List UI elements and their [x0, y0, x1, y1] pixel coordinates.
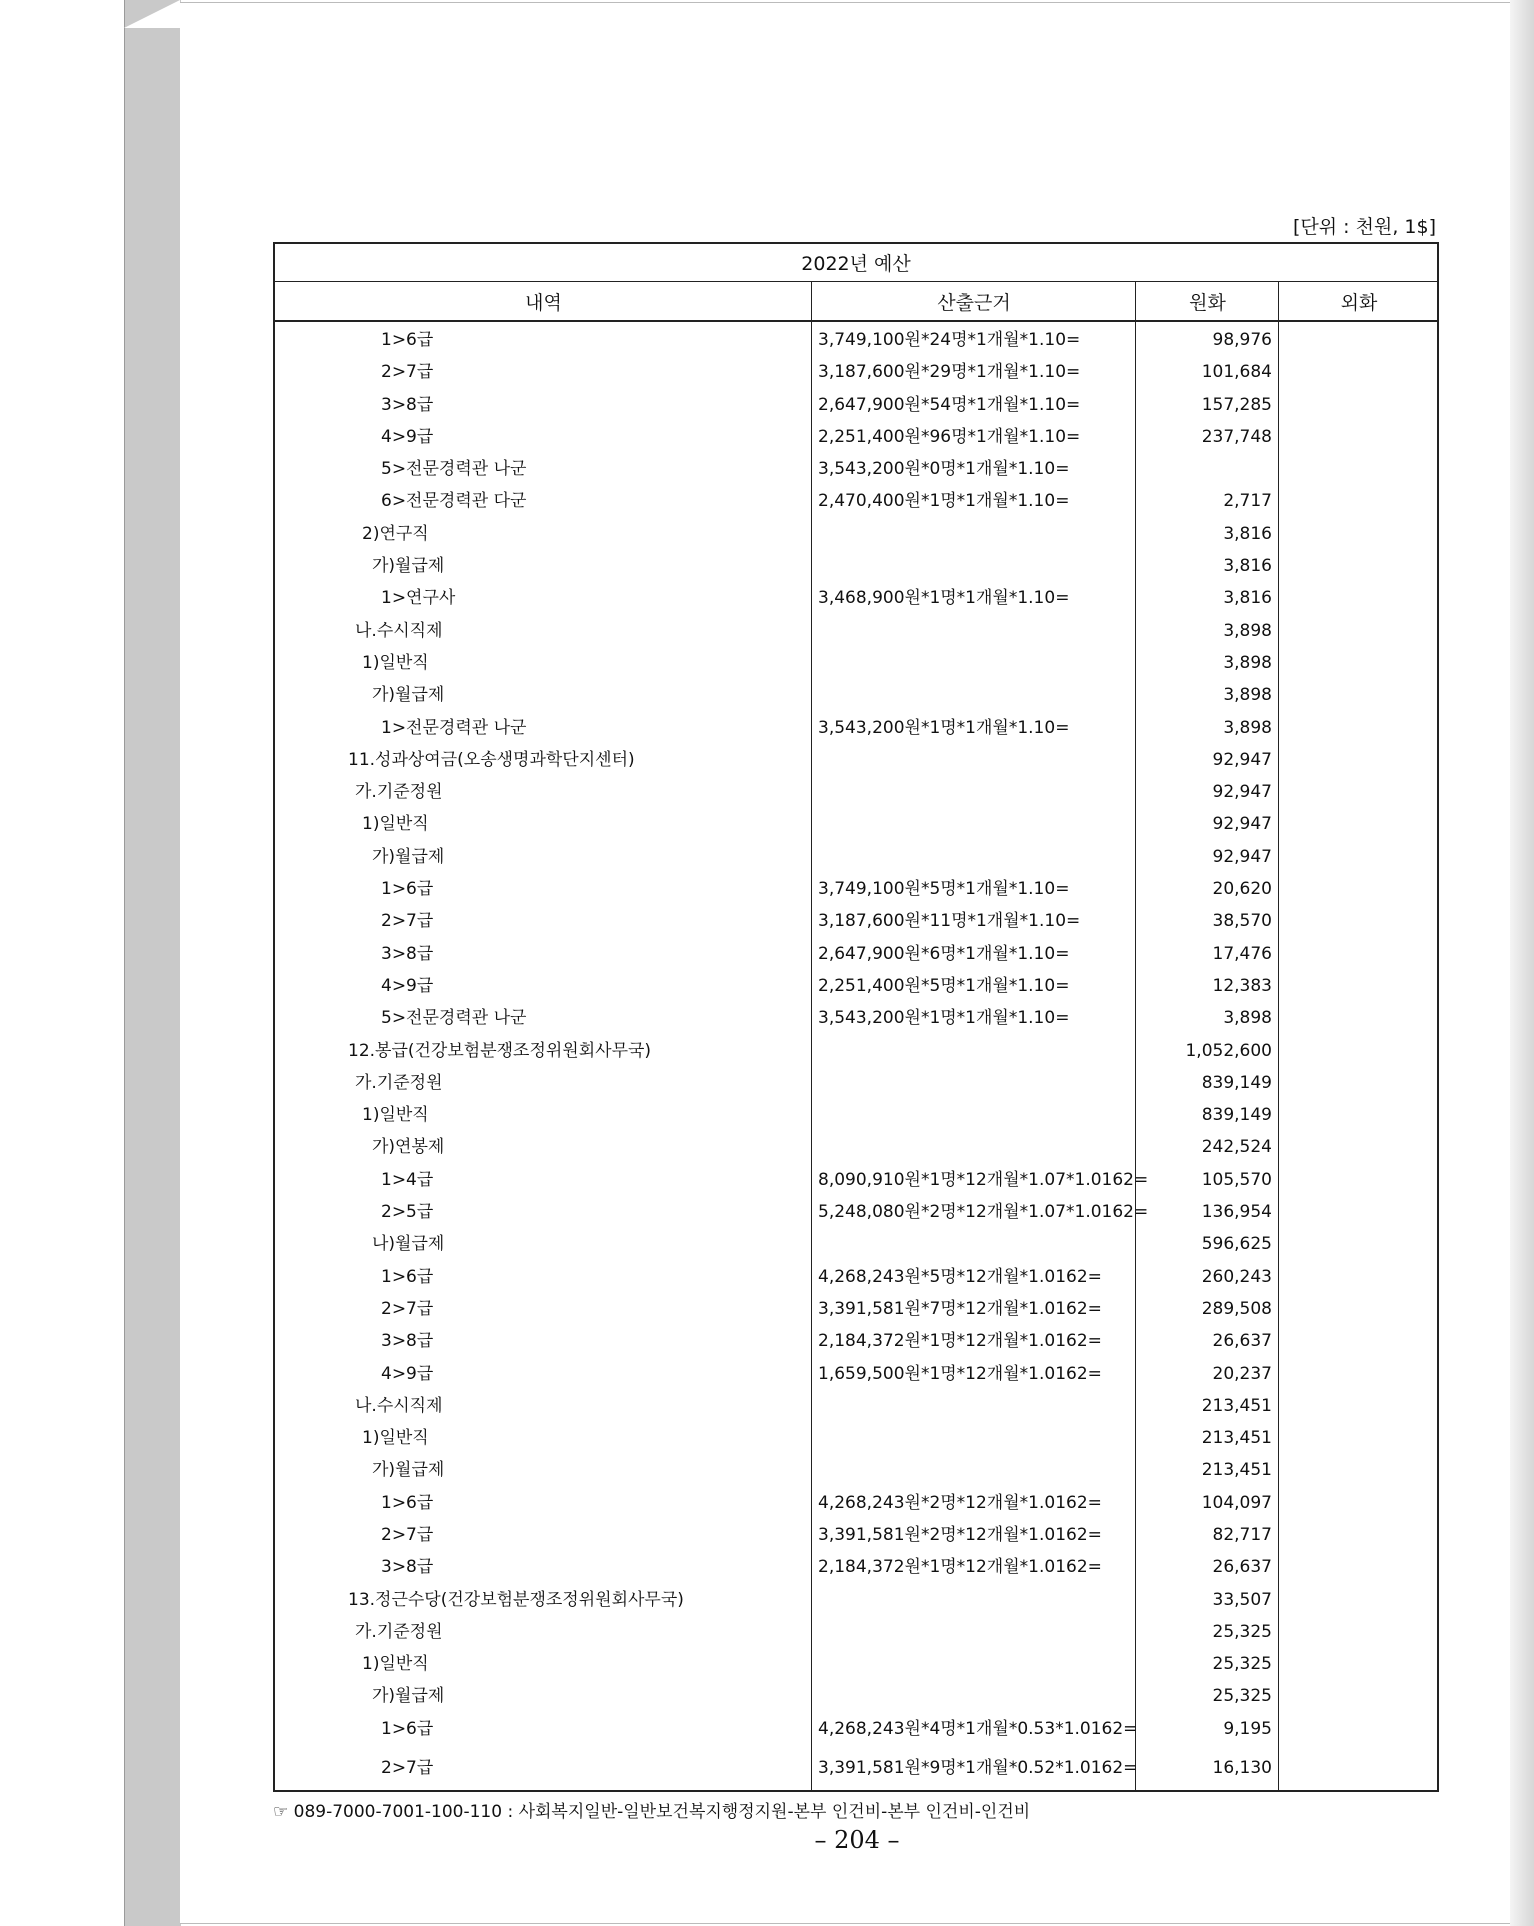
row-item: 가)월급제 — [372, 846, 445, 867]
column-header-foreign: 외화 — [1340, 291, 1378, 314]
row-basis: 3,543,200원*1명*1개월*1.10= — [818, 717, 1070, 738]
row-basis: 2,251,400원*5명*1개월*1.10= — [818, 975, 1070, 996]
account-code-footnote: ☞ 089-7000-7001-100-110 : 사회복지일반-일반보건복지행정지원-본부 인건비-본부 인건비-인건비 — [273, 1802, 1031, 1822]
row-item: 1)일반직 — [362, 652, 429, 673]
table-row — [275, 356, 1437, 388]
row-item: 13.정근수당(건강보험분쟁조정위원회사무국) — [348, 1589, 684, 1610]
row-won: 213,451 — [1201, 1428, 1272, 1449]
row-won: 101,684 — [1201, 362, 1272, 383]
row-won: 596,625 — [1201, 1234, 1272, 1255]
row-won: 26,637 — [1212, 1557, 1272, 1578]
column-header-item: 내역 — [525, 291, 562, 314]
row-won: 9,195 — [1223, 1718, 1272, 1739]
row-item: 12.봉급(건강보험분쟁조정위원회사무국) — [348, 1040, 652, 1061]
row-won: 3,898 — [1223, 717, 1272, 738]
row-won: 1,052,600 — [1185, 1040, 1272, 1061]
row-basis: 3,749,100원*24명*1개월*1.10= — [818, 330, 1081, 350]
row-item: 가.기준정원 — [355, 782, 443, 803]
table-row — [275, 1519, 1437, 1551]
row-item: 가)월급제 — [372, 556, 445, 577]
row-item: 가.기준정원 — [355, 1072, 443, 1093]
table-row — [275, 970, 1437, 1002]
table-row — [275, 1131, 1437, 1163]
row-item: 가.기준정원 — [355, 1621, 443, 1642]
table-row — [275, 873, 1437, 905]
unit-note: [단위 : 천원, 1$] — [1293, 216, 1436, 238]
row-basis: 4,268,243원*2명*12개월*1.0162= — [818, 1492, 1102, 1513]
table-row — [275, 1616, 1437, 1648]
table-row — [275, 1648, 1437, 1680]
table-row — [275, 1164, 1437, 1196]
row-won: 237,748 — [1201, 426, 1272, 447]
row-item: 1>6급 — [381, 1492, 434, 1513]
row-won: 3,816 — [1223, 588, 1272, 609]
row-item: 1>연구사 — [381, 588, 456, 609]
row-basis: 2,184,372원*1명*12개월*1.0162= — [818, 1557, 1102, 1578]
table-row — [275, 324, 1437, 356]
row-item: 3>8급 — [381, 1557, 434, 1578]
row-won: 3,898 — [1223, 620, 1272, 641]
column-header-basis: 산출근거 — [937, 291, 1011, 314]
row-basis: 1,659,500원*1명*12개월*1.0162= — [818, 1363, 1102, 1384]
table-row — [275, 905, 1437, 937]
row-item: 가)월급제 — [372, 685, 445, 706]
table-row — [275, 647, 1437, 679]
column-header-row — [275, 282, 1437, 322]
row-item: 11.성과상여금(오송생명과학단지센터) — [348, 749, 635, 770]
row-won: 213,451 — [1201, 1395, 1272, 1416]
row-item: 1>4급 — [381, 1169, 434, 1190]
row-item: 가)월급제 — [372, 1460, 445, 1481]
row-item: 4>9급 — [381, 975, 434, 996]
table-row — [275, 453, 1437, 485]
row-item: 1>전문경력관 나군 — [381, 717, 527, 738]
table-row — [275, 776, 1437, 808]
row-won: 2,717 — [1223, 491, 1272, 512]
row-basis: 2,647,900원*6명*1개월*1.10= — [818, 943, 1070, 964]
table-row — [275, 1035, 1437, 1067]
row-won: 25,325 — [1212, 1654, 1272, 1675]
table-row — [275, 1584, 1437, 1616]
row-basis: 2,647,900원*54명*1개월*1.10= — [818, 394, 1081, 415]
row-item: 나.수시직제 — [355, 620, 443, 641]
table-row — [275, 1390, 1437, 1422]
row-item: 2>5급 — [381, 1202, 434, 1223]
table-body — [275, 324, 1437, 1787]
table-row — [275, 615, 1437, 647]
table-row — [275, 1551, 1437, 1583]
row-won: 104,097 — [1201, 1492, 1272, 1513]
row-won: 839,149 — [1201, 1072, 1272, 1093]
row-won: 3,816 — [1223, 523, 1272, 544]
page-number: – 204 – — [814, 1826, 900, 1854]
row-won: 98,976 — [1212, 330, 1272, 350]
row-won: 289,508 — [1201, 1298, 1272, 1319]
row-basis: 4,268,243원*4명*1개월*0.53*1.0162= — [818, 1718, 1138, 1739]
row-won: 242,524 — [1201, 1137, 1272, 1158]
table-row — [275, 712, 1437, 744]
row-item: 5>전문경력관 나군 — [381, 459, 527, 480]
table-row — [275, 1713, 1437, 1745]
table-row — [275, 421, 1437, 453]
row-won: 839,149 — [1201, 1105, 1272, 1126]
row-won: 92,947 — [1212, 782, 1272, 803]
table-row — [275, 1293, 1437, 1325]
row-item: 1)일반직 — [362, 814, 429, 835]
row-won: 3,898 — [1223, 685, 1272, 706]
row-won: 26,637 — [1212, 1331, 1272, 1352]
row-won: 25,325 — [1212, 1621, 1272, 1642]
row-basis: 2,470,400원*1명*1개월*1.10= — [818, 491, 1070, 512]
table-row — [275, 744, 1437, 776]
row-won: 12,383 — [1212, 975, 1272, 996]
row-won: 20,237 — [1212, 1363, 1272, 1384]
table-row — [275, 1680, 1437, 1712]
row-won: 20,620 — [1212, 879, 1272, 900]
row-won: 3,898 — [1223, 652, 1272, 673]
row-basis: 2,184,372원*1명*12개월*1.0162= — [818, 1331, 1102, 1352]
row-won: 260,243 — [1201, 1266, 1272, 1287]
year-header: 2022년 예산 — [275, 244, 1437, 282]
table-row — [275, 389, 1437, 421]
row-won: 92,947 — [1212, 846, 1272, 867]
row-basis: 3,391,581원*7명*12개월*1.0162= — [818, 1298, 1102, 1319]
row-item: 3>8급 — [381, 1331, 434, 1352]
row-won: 82,717 — [1212, 1524, 1272, 1545]
table-row — [275, 679, 1437, 711]
table-row — [275, 518, 1437, 550]
row-basis: 3,391,581원*9명*1개월*0.52*1.0162= — [818, 1758, 1138, 1779]
row-won: 33,507 — [1212, 1589, 1272, 1610]
row-item: 1)일반직 — [362, 1654, 429, 1675]
column-header-won: 원화 — [1189, 291, 1226, 314]
table-row — [275, 1358, 1437, 1390]
row-item: 5>전문경력관 나군 — [381, 1008, 527, 1029]
table-row — [275, 582, 1437, 614]
row-item: 6>전문경력관 다군 — [381, 491, 527, 512]
row-item: 1)일반직 — [362, 1428, 429, 1449]
row-won: 157,285 — [1201, 394, 1272, 415]
row-won: 92,947 — [1212, 814, 1272, 835]
table-row — [275, 1454, 1437, 1486]
table-row — [275, 938, 1437, 970]
row-item: 3>8급 — [381, 394, 434, 415]
row-item: 1>6급 — [381, 879, 434, 900]
table-row — [275, 485, 1437, 517]
row-basis: 3,187,600원*11명*1개월*1.10= — [818, 911, 1081, 932]
table-row — [275, 1745, 1437, 1787]
table-row — [275, 1099, 1437, 1131]
row-item: 가)연봉제 — [372, 1137, 445, 1158]
row-basis: 3,468,900원*1명*1개월*1.10= — [818, 588, 1070, 609]
row-won: 136,954 — [1201, 1202, 1272, 1223]
row-item: 2>7급 — [381, 1758, 434, 1779]
table-row — [275, 1487, 1437, 1519]
row-basis: 3,543,200원*1명*1개월*1.10= — [818, 1008, 1070, 1029]
row-won: 38,570 — [1212, 911, 1272, 932]
table-row — [275, 1196, 1437, 1228]
row-basis: 3,543,200원*0명*1개월*1.10= — [818, 459, 1070, 480]
row-basis: 3,391,581원*2명*12개월*1.0162= — [818, 1524, 1102, 1545]
row-basis: 2,251,400원*96명*1개월*1.10= — [818, 426, 1081, 447]
row-item: 2>7급 — [381, 911, 434, 932]
row-item: 1>6급 — [381, 1718, 434, 1739]
table-row — [275, 1261, 1437, 1293]
row-basis: 3,749,100원*5명*1개월*1.10= — [818, 879, 1070, 900]
table-row — [275, 1228, 1437, 1260]
row-item: 2>7급 — [381, 362, 434, 383]
row-item: 4>9급 — [381, 426, 434, 447]
page-edge-shadow — [1510, 0, 1534, 1926]
table-row — [275, 1067, 1437, 1099]
row-won: 17,476 — [1212, 943, 1272, 964]
row-item: 2>7급 — [381, 1524, 434, 1545]
row-item: 1>6급 — [381, 330, 434, 350]
row-won: 105,570 — [1201, 1169, 1272, 1190]
table-row — [275, 1325, 1437, 1357]
row-basis: 3,187,600원*29명*1개월*1.10= — [818, 362, 1081, 383]
row-item: 2)연구직 — [362, 523, 429, 544]
row-won: 3,898 — [1223, 1008, 1272, 1029]
row-won: 3,816 — [1223, 556, 1272, 577]
row-item: 2>7급 — [381, 1298, 434, 1319]
row-won: 16,130 — [1212, 1758, 1272, 1779]
row-item: 1)일반직 — [362, 1105, 429, 1126]
table-row — [275, 841, 1437, 873]
row-won: 25,325 — [1212, 1686, 1272, 1707]
row-basis: 4,268,243원*5명*12개월*1.0162= — [818, 1266, 1102, 1287]
table-row — [275, 1422, 1437, 1454]
row-won: 92,947 — [1212, 749, 1272, 770]
row-basis: 5,248,080원*2명*12개월*1.07*1.0162= — [818, 1202, 1149, 1223]
table-row — [275, 808, 1437, 840]
row-item: 1>6급 — [381, 1266, 434, 1287]
table-row — [275, 1002, 1437, 1034]
row-won: 213,451 — [1201, 1460, 1272, 1481]
table-row — [275, 550, 1437, 582]
book-spine — [124, 0, 181, 1926]
row-item: 나)월급제 — [372, 1234, 445, 1255]
row-item: 가)월급제 — [372, 1686, 445, 1707]
row-item: 3>8급 — [381, 943, 434, 964]
row-item: 4>9급 — [381, 1363, 434, 1384]
budget-table — [273, 242, 1439, 1792]
row-basis: 8,090,910원*1명*12개월*1.07*1.0162= — [818, 1169, 1149, 1190]
row-item: 나.수시직제 — [355, 1395, 443, 1416]
